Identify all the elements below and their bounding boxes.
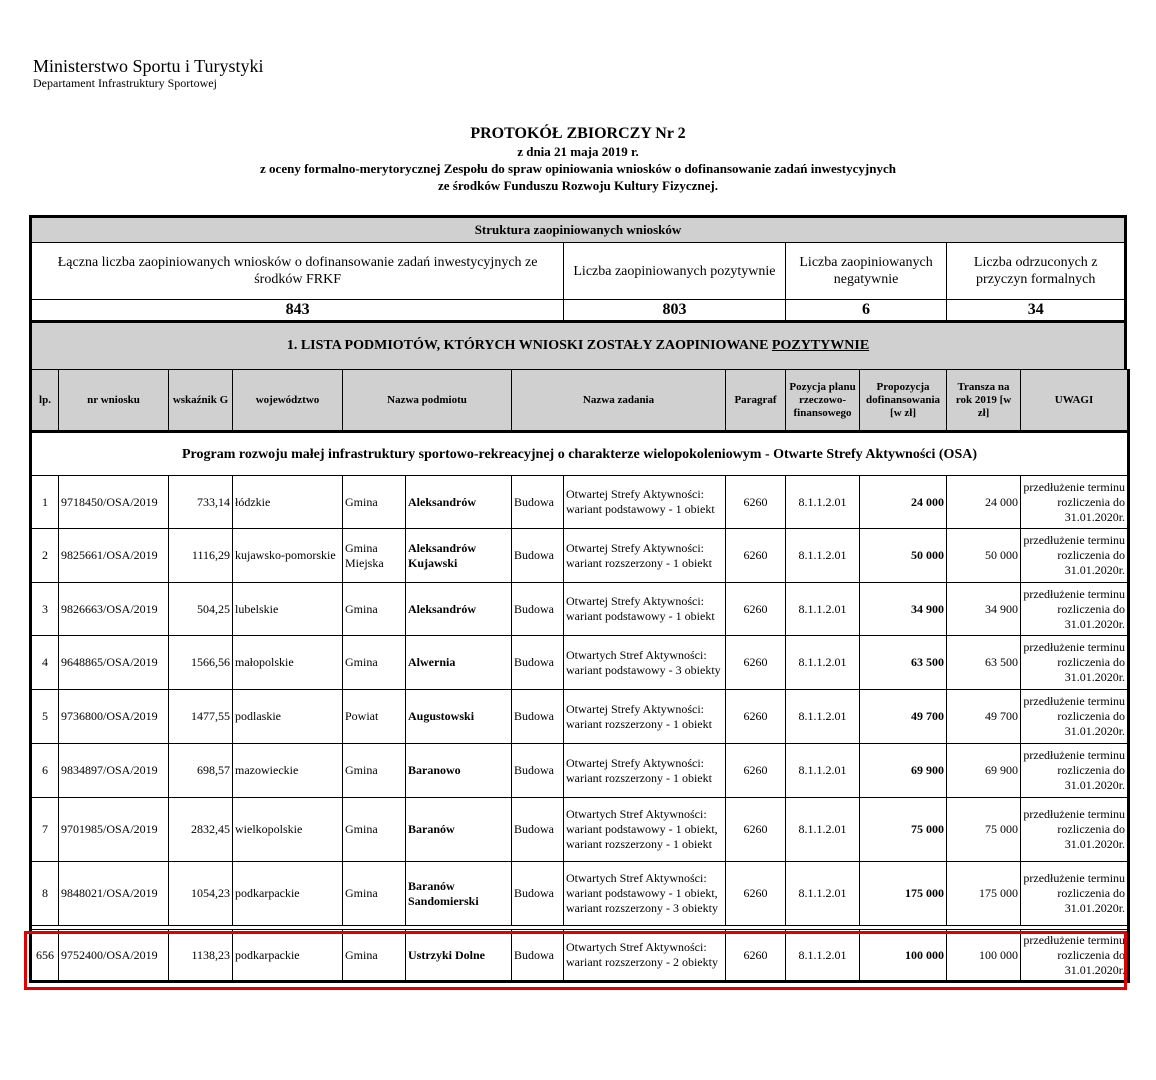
cell-paragraf: 6260 [726,798,786,862]
summary-value-negative: 6 [785,300,947,322]
cell-woj: lubelskie [233,583,343,636]
cell-pozycja: 8.1.1.2.01 [786,529,860,583]
col-woj: województwo [233,370,343,432]
cell-woj: podkarpackie [233,862,343,926]
cell-type: Gmina [343,744,406,798]
cell-g: 733,14 [169,476,233,529]
cell-uwagi: przedłużenie terminu rozliczenia do 31.01.2020r. [1021,798,1129,862]
section-heading-emph: POZYTYWNIE [771,338,870,353]
cell-kind: Budowa [512,583,564,636]
cell-lp: 1 [31,476,59,529]
cell-woj: mazowieckie [233,744,343,798]
cell-paragraf: 6260 [726,930,786,982]
cell-task: Otwartych Stref Aktywności: wariant podstawowy - 3 obiekty [564,636,726,690]
cell-transza: 50 000 [947,529,1021,583]
cell-pozycja: 8.1.1.2.01 [786,744,860,798]
cell-paragraf: 6260 [726,862,786,926]
cell-g: 1566,56 [169,636,233,690]
cell-uwagi: przedłużenie terminu rozliczenia do 31.01.2020r. [1021,636,1129,690]
cell-task: Otwartych Stref Aktywności: wariant podstawowy - 1 obiekt, wariant rozszerzony - 1 obiekt [564,798,726,862]
cell-uwagi: przedłużenie terminu rozliczenia do 31.01.2020r. [1021,930,1129,982]
cell-lp: 4 [31,636,59,690]
cell-uwagi: przedłużenie terminu rozliczenia do 31.01.2020r. [1021,529,1129,583]
cell-propozycja: 50 000 [860,529,947,583]
cell-g: 1138,23 [169,930,233,982]
cell-uwagi: przedłużenie terminu rozliczenia do 31.01.2020r. [1021,690,1129,744]
cell-nr: 9848021/OSA/2019 [59,862,169,926]
title-block [0,124,1156,194]
cell-kind: Budowa [512,476,564,529]
col-g: wskaźnik G [169,370,233,432]
cell-task: Otwartej Strefy Aktywności: wariant rozszerzony - 1 obiekt [564,744,726,798]
cell-propozycja: 175 000 [860,862,947,926]
cell-task: Otwartej Strefy Aktywności: wariant podstawowy - 1 obiekt [564,476,726,529]
cell-woj: łódzkie [233,476,343,529]
summary-heading: Struktura zaopiniowanych wniosków [31,217,1126,243]
cell-g: 2832,45 [169,798,233,862]
section-heading-text: 1. LISTA PODMIOTÓW, KTÓRYCH WNIOSKI ZOSTAŁY ZAOPINIOWANE [286,338,772,353]
cell-nr: 9648865/OSA/2019 [59,636,169,690]
cell-name: Aleksandrów [406,583,512,636]
cell-transza: 100 000 [947,930,1021,982]
column-header-row [31,370,1129,432]
cell-name: Augustowski [406,690,512,744]
cell-kind: Budowa [512,744,564,798]
table-row [31,744,1129,798]
section-heading [31,322,1126,371]
cell-pozycja: 8.1.1.2.01 [786,583,860,636]
table-row [31,529,1129,583]
cell-name: Ustrzyki Dolne [406,930,512,982]
cell-paragraf: 6260 [726,690,786,744]
cell-nr: 9834897/OSA/2019 [59,744,169,798]
col-propozycja: Propozycja dofinansowania [w zł] [860,370,947,432]
col-lp: lp. [31,370,59,432]
summary-table [29,215,1127,372]
cell-propozycja: 34 900 [860,583,947,636]
cell-paragraf: 6260 [726,476,786,529]
cell-paragraf: 6260 [726,744,786,798]
program-title: Program rozwoju małej infrastruktury sportowo-rekreacyjnej o charakterze wielopokoleniowym - Otwarte Strefy Aktywności (OSA) [31,432,1129,476]
cell-woj: podkarpackie [233,930,343,982]
col-pozycja: Pozycja planu rzeczowo-finansowego [786,370,860,432]
cell-paragraf: 6260 [726,529,786,583]
col-podmiot: Nazwa podmiotu [343,370,512,432]
cell-name: Baranowo [406,744,512,798]
summary-label-negative: Liczba zaopiniowanych negatywnie [785,243,947,300]
cell-propozycja: 63 500 [860,636,947,690]
cell-lp: 8 [31,862,59,926]
cell-uwagi: przedłużenie terminu rozliczenia do 31.01.2020r. [1021,476,1129,529]
cell-transza: 63 500 [947,636,1021,690]
cell-g: 1116,29 [169,529,233,583]
cell-pozycja: 8.1.1.2.01 [786,636,860,690]
cell-uwagi: przedłużenie terminu rozliczenia do 31.01.2020r. [1021,744,1129,798]
cell-lp: 3 [31,583,59,636]
cell-lp: 7 [31,798,59,862]
cell-name: Baranów Sandomierski [406,862,512,926]
cell-lp: 5 [31,690,59,744]
cell-propozycja: 75 000 [860,798,947,862]
cell-nr: 9826663/OSA/2019 [59,583,169,636]
cell-nr: 9736800/OSA/2019 [59,690,169,744]
cell-propozycja: 69 900 [860,744,947,798]
cell-kind: Budowa [512,798,564,862]
cell-transza: 34 900 [947,583,1021,636]
table-row [31,636,1129,690]
cell-task: Otwartej Strefy Aktywności: wariant rozszerzony - 1 obiekt [564,529,726,583]
department-name: Departament Infrastruktury Sportowej [33,76,217,90]
col-paragraf: Paragraf [726,370,786,432]
cell-nr: 9825661/OSA/2019 [59,529,169,583]
cell-propozycja: 49 700 [860,690,947,744]
summary-label-positive: Liczba zaopiniowanych pozytywnie [564,243,785,300]
cell-type: Gmina [343,476,406,529]
cell-pozycja: 8.1.1.2.01 [786,798,860,862]
cell-pozycja: 8.1.1.2.01 [786,690,860,744]
table-row [31,798,1129,862]
cell-kind: Budowa [512,930,564,982]
table-row [31,690,1129,744]
cell-paragraf: 6260 [726,583,786,636]
cell-uwagi: przedłużenie terminu rozliczenia do 31.01.2020r. [1021,583,1129,636]
cell-propozycja: 24 000 [860,476,947,529]
cell-lp: 6 [31,744,59,798]
cell-type: Gmina [343,930,406,982]
cell-kind: Budowa [512,690,564,744]
summary-value-positive: 803 [564,300,785,322]
cell-uwagi: przedłużenie terminu rozliczenia do 31.01.2020r. [1021,862,1129,926]
cell-nr: 9718450/OSA/2019 [59,476,169,529]
protocol-title: PROTOKÓŁ ZBIORCZY Nr 2 [470,125,686,142]
cell-type: Powiat [343,690,406,744]
cell-name: Baranów [406,798,512,862]
cell-woj: podlaskie [233,690,343,744]
protocol-date: z dnia 21 maja 2019 r. [517,144,639,159]
col-nr: nr wniosku [59,370,169,432]
cell-name: Alwernia [406,636,512,690]
cell-g: 698,57 [169,744,233,798]
cell-paragraf: 6260 [726,636,786,690]
cell-transza: 75 000 [947,798,1021,862]
protocol-desc-2: ze środków Funduszu Rozwoju Kultury Fizycznej. [438,178,718,193]
cell-kind: Budowa [512,862,564,926]
ministry-name: Ministerstwo Sportu i Turystyki [33,56,264,76]
table-row [31,476,1129,529]
cell-type: Gmina [343,583,406,636]
summary-value-rejected: 34 [947,300,1126,322]
cell-type: Gmina [343,798,406,862]
cell-transza: 24 000 [947,476,1021,529]
cell-task: Otwartej Strefy Aktywności: wariant rozszerzony - 1 obiekt [564,690,726,744]
cell-nr: 9752400/OSA/2019 [59,930,169,982]
col-uwagi: UWAGI [1021,370,1129,432]
cell-propozycja: 100 000 [860,930,947,982]
cell-pozycja: 8.1.1.2.01 [786,930,860,982]
cell-task: Otwartych Stref Aktywności: wariant rozszerzony - 2 obiekty [564,930,726,982]
cell-kind: Budowa [512,636,564,690]
col-transza: Transza na rok 2019 [w zł] [947,370,1021,432]
protocol-desc-1: z oceny formalno-merytorycznej Zespołu do spraw opiniowania wniosków o dofinansowanie zadań inwestycyjnych [260,161,896,176]
summary-label-total: Łączna liczba zaopiniowanych wniosków o dofinansowanie zadań inwestycyjnych ze środków FRKF [31,243,564,300]
col-zadanie: Nazwa zadania [512,370,726,432]
summary-value-total: 843 [31,300,564,322]
cell-lp: 656 [31,930,59,982]
program-row [31,432,1129,476]
cell-transza: 175 000 [947,862,1021,926]
cell-name: Aleksandrów Kujawski [406,529,512,583]
summary-label-rejected: Liczba odrzuconych z przyczyn formalnych [947,243,1126,300]
cell-woj: kujawsko-pomorskie [233,529,343,583]
cell-task: Otwartej Strefy Aktywności: wariant podstawowy - 1 obiekt [564,583,726,636]
cell-name: Aleksandrów [406,476,512,529]
document-header [33,56,264,90]
cell-transza: 49 700 [947,690,1021,744]
cell-pozycja: 8.1.1.2.01 [786,862,860,926]
cell-nr: 9701985/OSA/2019 [59,798,169,862]
cell-g: 504,25 [169,583,233,636]
cell-type: Gmina [343,636,406,690]
cell-woj: wielkopolskie [233,798,343,862]
table-row [31,862,1129,926]
cell-g: 1054,23 [169,862,233,926]
cell-task: Otwartych Stref Aktywności: wariant podstawowy - 1 obiekt, wariant rozszerzony - 3 obiekty [564,862,726,926]
cell-type: Gmina [343,862,406,926]
applications-table [29,369,1130,983]
cell-pozycja: 8.1.1.2.01 [786,476,860,529]
table-row [31,583,1129,636]
cell-kind: Budowa [512,529,564,583]
cell-woj: małopolskie [233,636,343,690]
highlight-box [24,931,1127,990]
cell-transza: 69 900 [947,744,1021,798]
cell-type: Gmina Miejska [343,529,406,583]
cell-g: 1477,55 [169,690,233,744]
cell-lp: 2 [31,529,59,583]
